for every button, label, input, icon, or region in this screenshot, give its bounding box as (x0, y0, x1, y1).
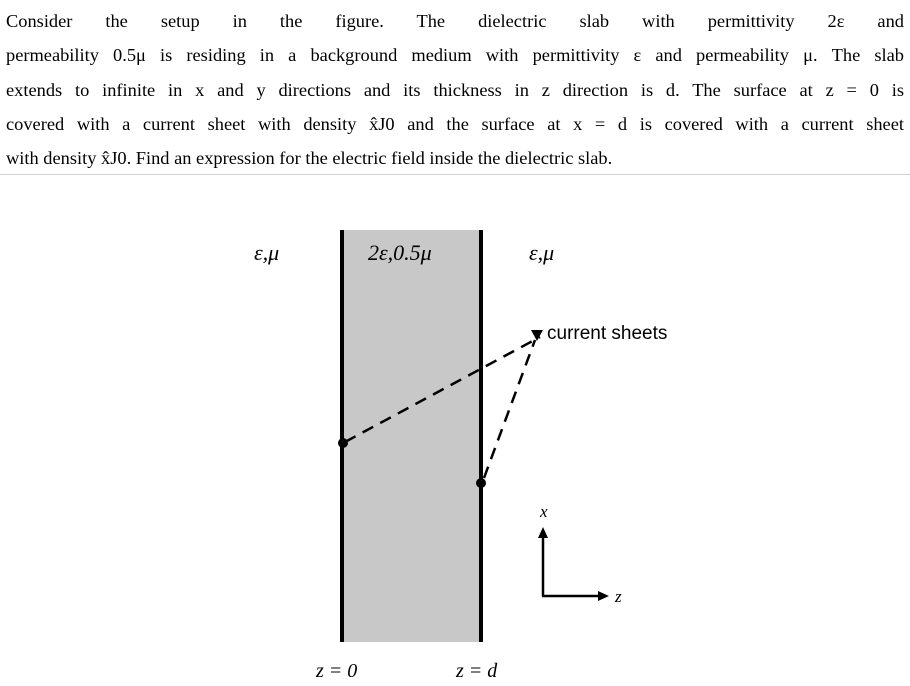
current-sheets-label: current sheets (547, 323, 668, 344)
slab-label: 2ε,0.5μ (368, 240, 432, 265)
problem-line-5-text: with density x̂J0. Find an expression for the electric field inside the dielectric slab. (6, 148, 613, 169)
z-axis-arrowhead (598, 591, 609, 601)
left-current-sheet-dot (338, 438, 348, 448)
problem-line-2-text: permeability 0.5μ is residing in a background medium with permittivity ε and permeability μ. The slab (6, 45, 904, 66)
z-axis-label: z (615, 587, 622, 606)
right-medium-label: ε,μ (529, 240, 555, 265)
problem-line-3-text: extends to infinite in x and y directions and its thickness in z direction is d. The surface at z = 0 is (6, 79, 904, 100)
leader-line-right (484, 340, 535, 478)
z-zero-label: z = 0 (316, 660, 358, 682)
dielectric-slab (342, 230, 481, 642)
right-current-sheet-dot (476, 478, 486, 488)
x-axis-label: x (540, 502, 548, 521)
leader-arrowhead (531, 330, 543, 341)
problem-line-4-text: covered with a current sheet with density x̂J0 and the surface at x = d is covered with a current sheet (6, 113, 904, 134)
left-medium-label: ε,μ (254, 240, 280, 265)
problem-line-1-text: Consider the setup in the figure. The dielectric slab with permittivity 2ε and (6, 11, 904, 31)
x-axis-arrowhead (538, 527, 548, 538)
z-d-label: z = d (456, 660, 498, 682)
